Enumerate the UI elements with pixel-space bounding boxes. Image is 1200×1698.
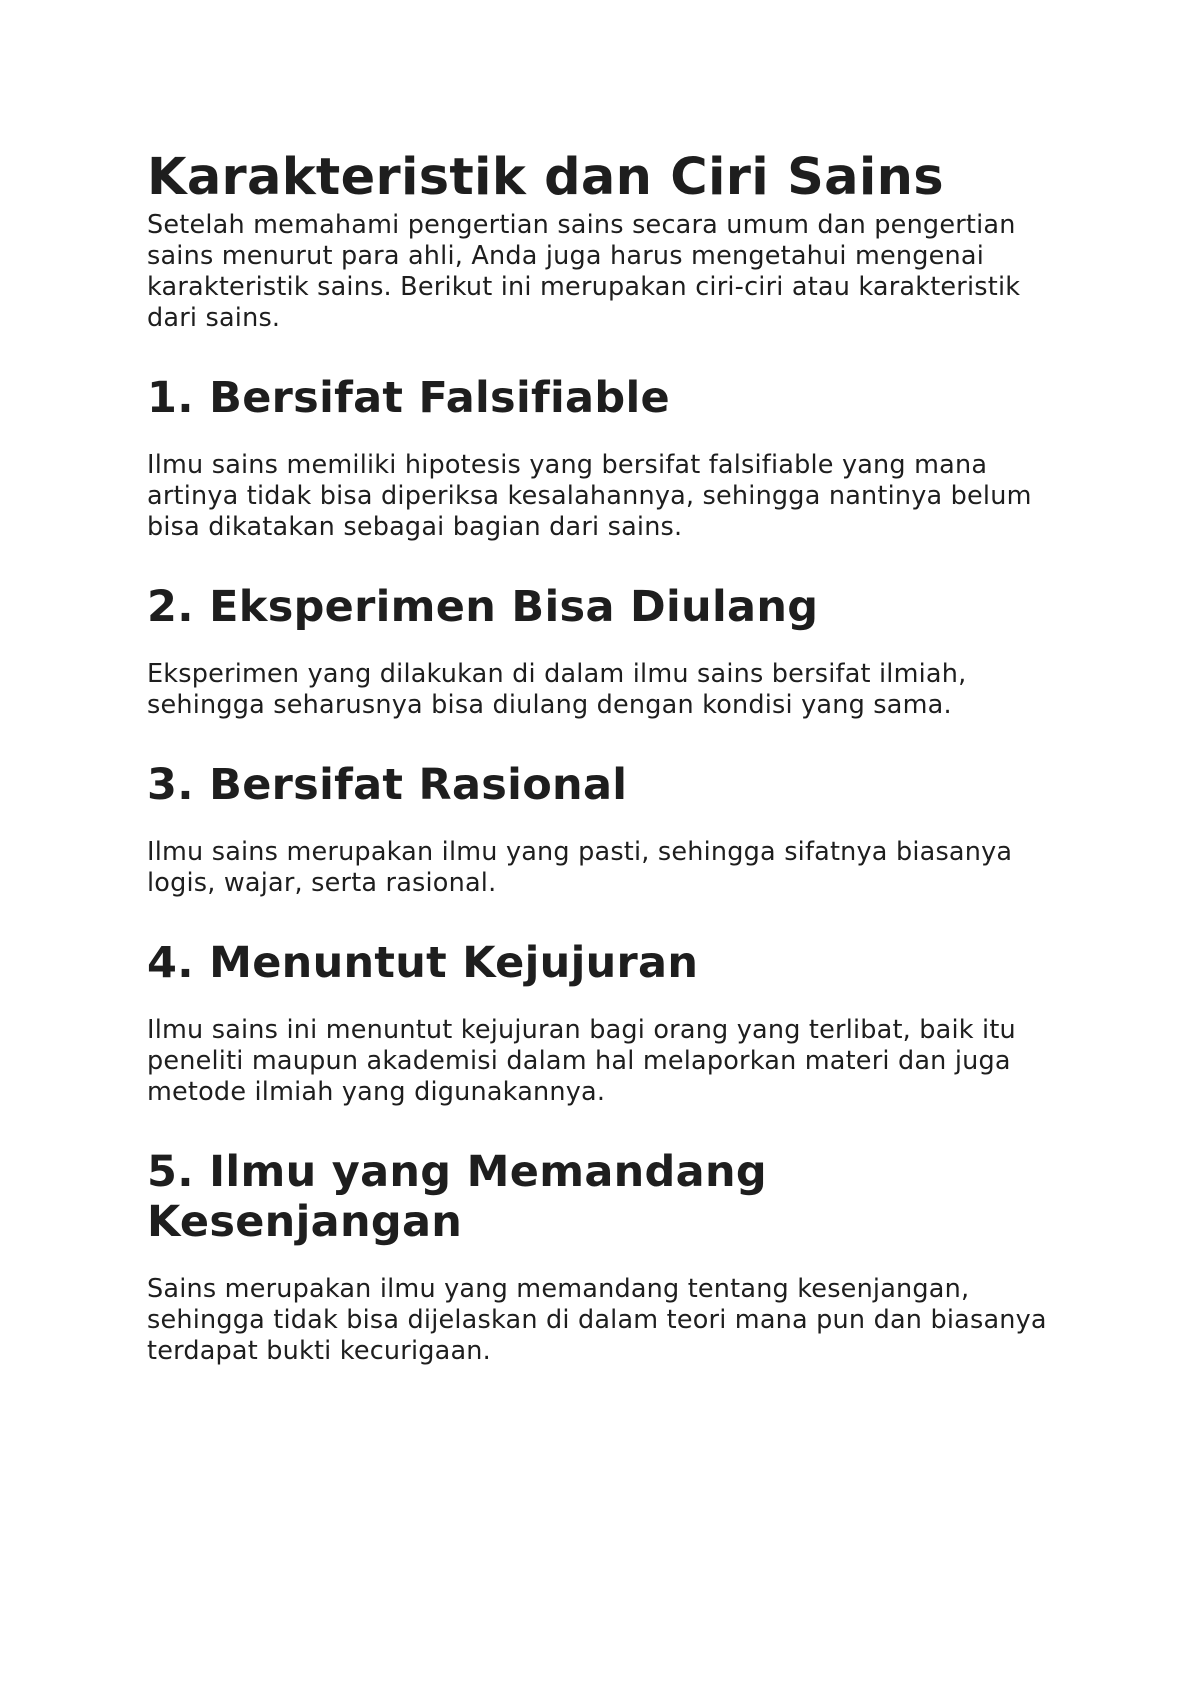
- section-heading: 4. Menuntut Kejujuran: [147, 938, 699, 988]
- section-heading: 3. Bersifat Rasional: [147, 760, 628, 810]
- section-paragraph: Sains merupakan ilmu yang memandang tentang kesenjangan, sehingga tidak bisa dijelaskan di dalam teori mana pun dan biasanya terdapat bukti kecurigaan.: [147, 1274, 1047, 1366]
- section-paragraph: Ilmu sains merupakan ilmu yang pasti, sehingga sifatnya biasanya logis, wajar, serta rasional.: [147, 837, 1013, 898]
- page-title: Karakteristik dan Ciri Sains: [147, 148, 944, 207]
- section-paragraph: Eksperimen yang dilakukan di dalam ilmu sains bersifat ilmiah, sehingga seharusnya bisa diulang dengan kondisi yang sama.: [147, 659, 967, 720]
- intro-paragraph: Setelah memahami pengertian sains secara umum dan pengertian sains menurut para ahli, Anda juga harus mengetahui mengenai karakteristik sains. Berikut ini merupakan ciri-ciri atau karakteristik dari sains.: [147, 210, 1021, 333]
- section-kesenjangan: [147, 1147, 1067, 1367]
- section-eksperimen: [147, 582, 1067, 721]
- document-page: [147, 146, 1067, 1367]
- section-heading: 1. Bersifat Falsifiable: [147, 373, 670, 423]
- section-falsifiable: [147, 373, 1067, 543]
- section-kejujuran: [147, 938, 1067, 1108]
- section-heading: 2. Eksperimen Bisa Diulang: [147, 582, 819, 632]
- section-rasional: [147, 760, 1067, 899]
- section-heading: 5. Ilmu yang Memandang Kesenjangan: [147, 1147, 767, 1247]
- section-paragraph: Ilmu sains ini menuntut kejujuran bagi orang yang terlibat, baik itu peneliti maupun akademisi dalam hal melaporkan materi dan juga metode ilmiah yang digunakannya.: [147, 1015, 1016, 1107]
- section-paragraph: Ilmu sains memiliki hipotesis yang bersifat falsifiable yang mana artinya tidak bisa diperiksa kesalahannya, sehingga nantinya belum bisa dikatakan sebagai bagian dari sains.: [147, 450, 1032, 542]
